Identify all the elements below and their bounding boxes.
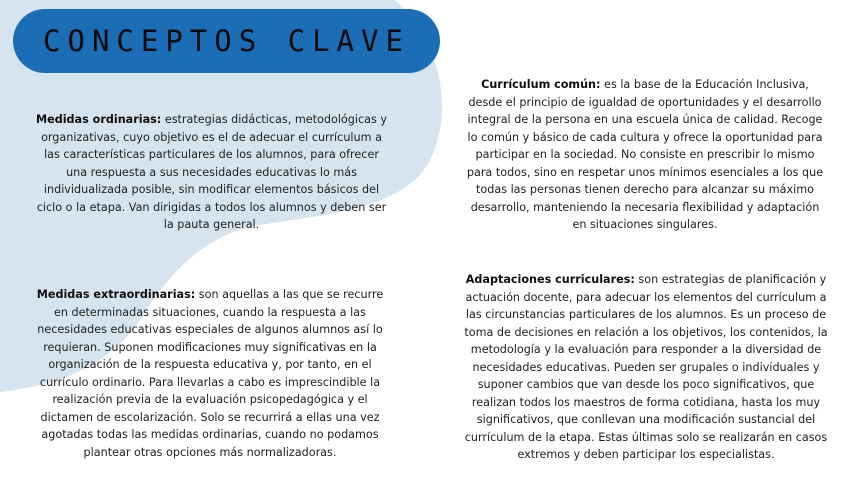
concept-definition: son estrategias de planificación y actuación docente, para adecuar los elementos del currículum a las circunstancias particulares de los alumnos. Es un proceso de toma de decisiones en relación a los objetivos, los contenidos, la metodología y la evaluación para responder a la diversidad de necesidades educativas. Pueden ser grupales o individuales y suponer cambios que van desde los poco significativos, que realizan todos los maestros de forma cotidiana, hasta los muy significativos, que conllevan una modificación sustancial del currículum de la etapa. Estas últimas solo se realizarán en casos extremos y deben participar los especialistas.: [464, 273, 828, 461]
concept-term: Medidas extraordinarias:: [36, 288, 196, 301]
concept-definition: son aquellas a las que se recurre en determinadas situaciones, cuando la respuesta a las necesidades educativas especiales de algunos alumnos así lo requieran. Suponen modificaciones muy significativas en la organización de la respuesta educativa y, por tanto, en el currículo ordinario. Para llevarlas a cabo es imprescindible la realización previa de la evaluación psicopedagógica y el dictamen de escolarización. Solo se recurrirá a ellas una vez agotadas todas las medidas ordinarias, cuando no podamos plantear otras opciones más normalizadoras.: [37, 288, 384, 459]
concept-curriculum-comun: [464, 76, 826, 234]
concept-definition: estrategias didácticas, metodológicas y organizativas, cuyo objetivo es el de adecuar el currículum a las características particulares de los alumnos, para ofrecer una respuesta a sus necesidades educativas lo más individualizada posible, sin modificar elementos básicos del ciclo o la etapa. Van dirigidas a todos los alumnos y deben ser la pauta general.: [36, 113, 387, 231]
concept-term: Adaptaciones curriculares:: [465, 273, 635, 286]
title-banner: [13, 9, 440, 73]
concept-medidas-ordinarias: [34, 111, 389, 234]
page-title: CONCEPTOS CLAVE: [43, 24, 410, 58]
concept-medidas-extraordinarias: [30, 286, 390, 461]
concept-definition: es la base de la Educación Inclusiva, desde el principio de igualdad de oportunidades y el desarrollo integral de la persona en una escuela única de calidad. Recoge lo común y básico de cada cultura y ofrece la oportunidad para participar en la sociedad. No consiste en prescribir lo mismo para todos, sino en respetar unos mínimos esenciales a los que todas las personas tienen derecho para alcanzar su máximo desarrollo, manteniendo la necesaria flexibilidad y adaptación en situaciones singulares.: [466, 78, 824, 231]
concept-adaptaciones-curriculares: [464, 271, 828, 464]
concept-term: Medidas ordinarias:: [35, 113, 162, 126]
concept-term: Currículum común:: [481, 78, 601, 91]
